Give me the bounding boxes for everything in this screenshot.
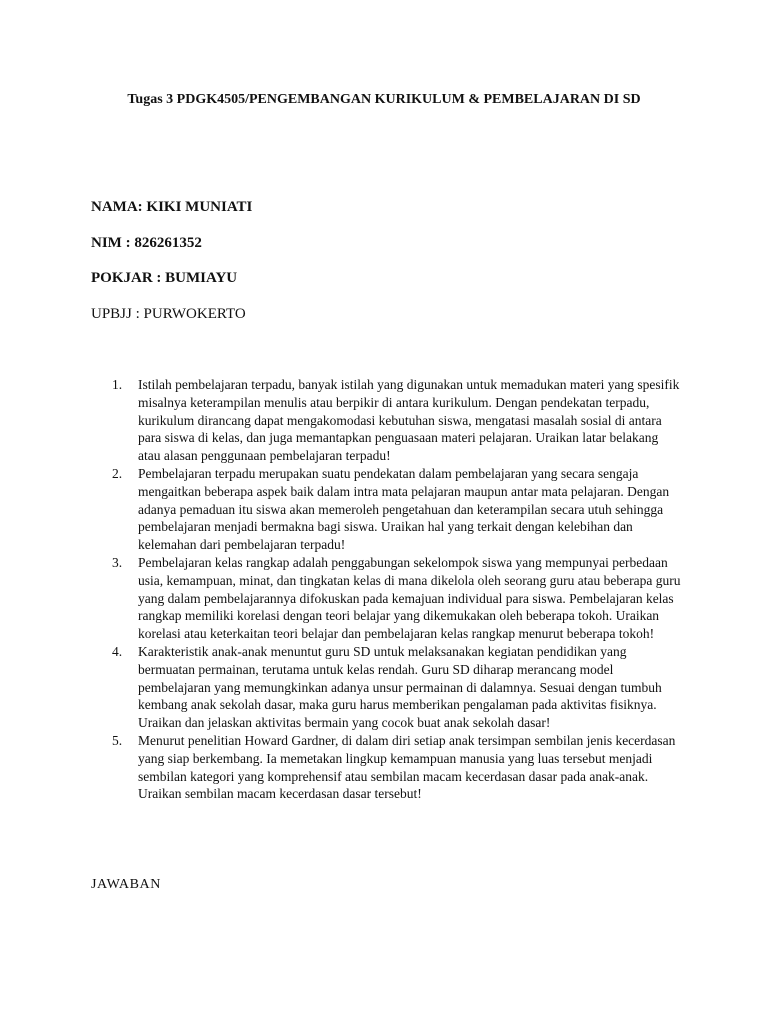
student-nim: NIM : 826261352 [91, 234, 202, 251]
question-number: 2. [112, 465, 123, 481]
question-text: Menurut penelitian Howard Gardner, di dalam diri setiap anak tersimpan sembilan jenis kecerdasan yang siap berkembang. Ia memetakan lingkup kemampuan manusia yang luas tersebut menjadi sembilan kategori yang komprehensif atau sembilan macam kecerdasan dasar pada anak-anak. Uraikan sembilan macam kecerdasan dasar tersebut! [138, 732, 676, 802]
question-item-3 [112, 554, 682, 643]
document-title: Tugas 3 PDGK4505/PENGEMBANGAN KURIKULUM & PEMBELAJARAN DI SD [127, 92, 641, 107]
question-item-5 [112, 732, 682, 803]
question-number: 3. [112, 554, 123, 570]
student-identity-block [91, 196, 252, 338]
question-text: Karakteristik anak-anak menuntut guru SD untuk melaksanakan kegiatan pendidikan yang bermuatan permainan, terutama untuk kelas rendah. Guru SD diharap merancang model pembelajaran yang memungkinkan adanya unsur permainan di dalamnya. Sesuai dengan tumbuh kembang anak sekolah dasar, maka guru harus memberikan pengalaman pada aktivitas fisiknya. Uraikan dan jelaskan aktivitas bermain yang cocok buat anak sekolah dasar! [138, 643, 662, 731]
question-number: 4. [112, 643, 123, 659]
question-number: 5. [112, 732, 123, 748]
question-text: Pembelajaran terpadu merupakan suatu pendekatan dalam pembelajaran yang secara sengaja mengaitkan beberapa aspek baik dalam intra mata pelajaran maupun antar mata pelajaran. Dengan adanya pemaduan itu siswa akan memeroleh pengetahuan dan keterampilan secara utuh sehingga pembelajaran menjadi bermakna bagi siswa. Uraikan hal yang terkait dengan kelebihan dan kelemahan dari pembelajaran terpadu! [138, 465, 670, 553]
question-item-1 [112, 376, 682, 465]
student-pokjar: POKJAR : BUMIAYU [91, 270, 238, 286]
question-item-4 [112, 643, 682, 732]
question-list [112, 376, 682, 803]
answer-heading: JAWABAN [91, 877, 161, 892]
question-text: Pembelajaran kelas rangkap adalah penggabungan sekelompok siswa yang mempunyai perbedaan usia, kemampuan, minat, dan tingkatan kelas di mana dikelola oleh seorang guru atau beberapa guru yang dalam pembelajarannya difokuskan pada kemajuan individual para siswa. Pembelajaran kelas rangkap memiliki korelasi dengan teori belajar yang dikemukakan oleh beberapa tokoh. Uraikan korelasi atau keterkaitan teori belajar dan pembelajaran kelas rangkap menurut beberapa tokoh! [138, 554, 681, 642]
question-text: Istilah pembelajaran terpadu, banyak istilah yang digunakan untuk memadukan materi yang spesifik misalnya keterampilan menulis atau berpikir di antara kurikulum. Dengan pendekatan terpadu, kurikulum dirancang dapat mengakomodasi kebutuhan siswa, mengatasi masalah sosial di antara para siswa di kelas, dan juga memantapkan penguasaan materi pelajaran. Uraikan latar belakang atau alasan penggunaan pembelajaran terpadu! [138, 377, 680, 464]
question-number: 1. [112, 377, 123, 392]
student-name: NAMA: KIKI MUNIATI [91, 199, 253, 215]
question-item-2 [112, 465, 682, 554]
student-upbjj: UPBJJ : PURWOKERTO [91, 305, 246, 322]
